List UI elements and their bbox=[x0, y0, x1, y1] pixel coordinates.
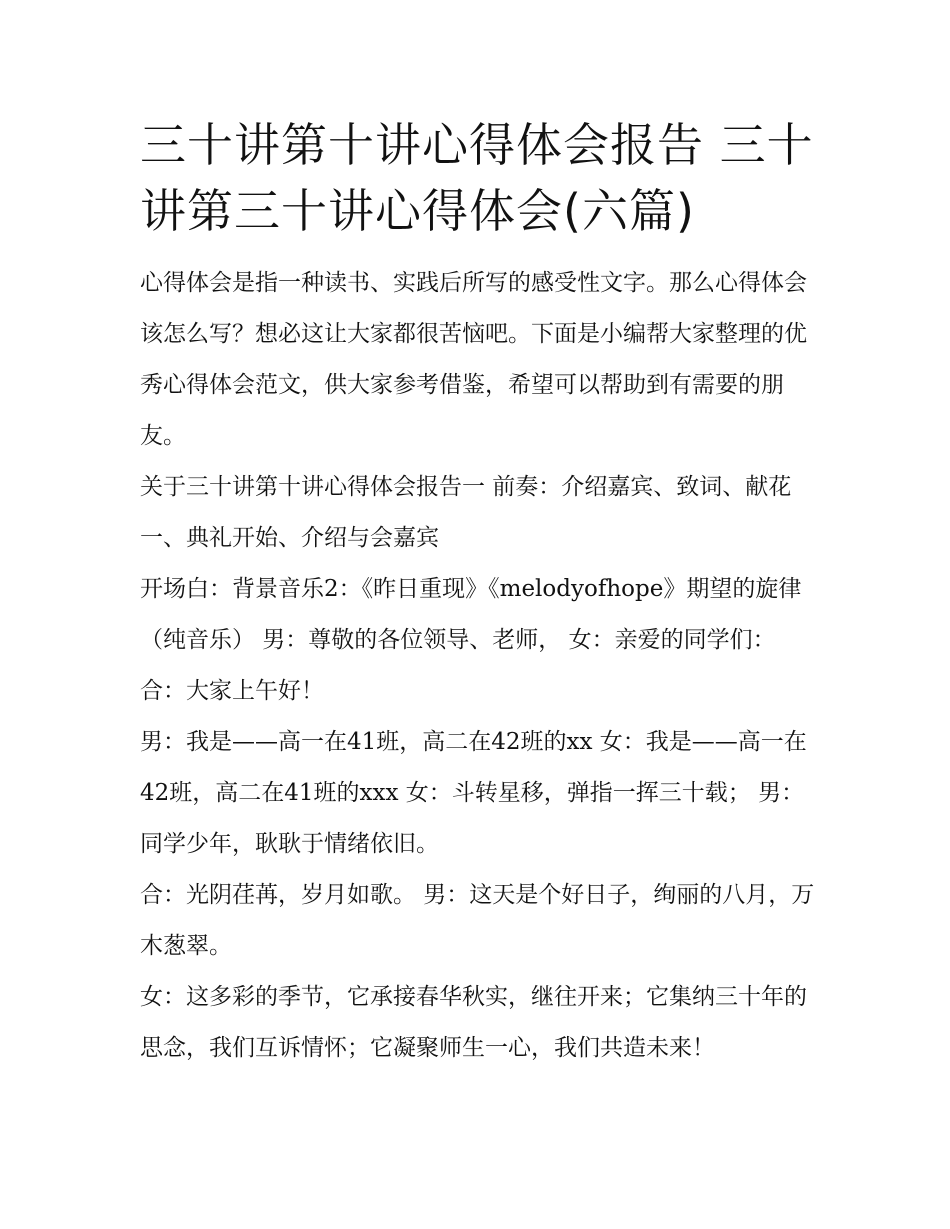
body-paragraph: 女：这多彩的季节，它承接春华秋实，继往开来；它集纳三十年的思念，我们互诉情怀；它凝聚师生一心，我们共造未来！ bbox=[140, 984, 807, 1061]
document-page bbox=[140, 112, 820, 1074]
intro-paragraph: 心得体会是指一种读书、实践后所写的感受性文字。那么心得体会该怎么写？想必这让大家都很苦恼吧。下面是小编帮大家整理的优秀心得体会范文，供大家参考借鉴，希望可以帮助到有需要的朋友。 bbox=[140, 270, 807, 449]
body-paragraph: 开场白：背景音乐2：《昨日重现》《melodyofhope》期望的旋律（纯音乐） 男：尊敬的各位领导、老师， 女：亲爱的同学们： 合：大家上午好！ bbox=[140, 576, 802, 704]
document-title: 三十讲第十讲心得体会报告 三十讲第三十讲心得体会(六篇) bbox=[140, 118, 814, 238]
body-paragraph: 合：光阴荏苒，岁月如歌。 男：这天是个好日子，绚丽的八月，万木葱翠。 bbox=[140, 882, 815, 959]
body-paragraph: 关于三十讲第十讲心得体会报告一 前奏：介绍嘉宾、致词、献花 一、典礼开始、介绍与会嘉宾 bbox=[140, 474, 792, 551]
body-paragraph: 男：我是——高一在41班，高二在42班的xx 女：我是——高一在42班，高二在41班的xxx 女：斗转星移，弹指一挥三十载； 男：同学少年，耿耿于情绪依旧。 bbox=[140, 729, 807, 857]
